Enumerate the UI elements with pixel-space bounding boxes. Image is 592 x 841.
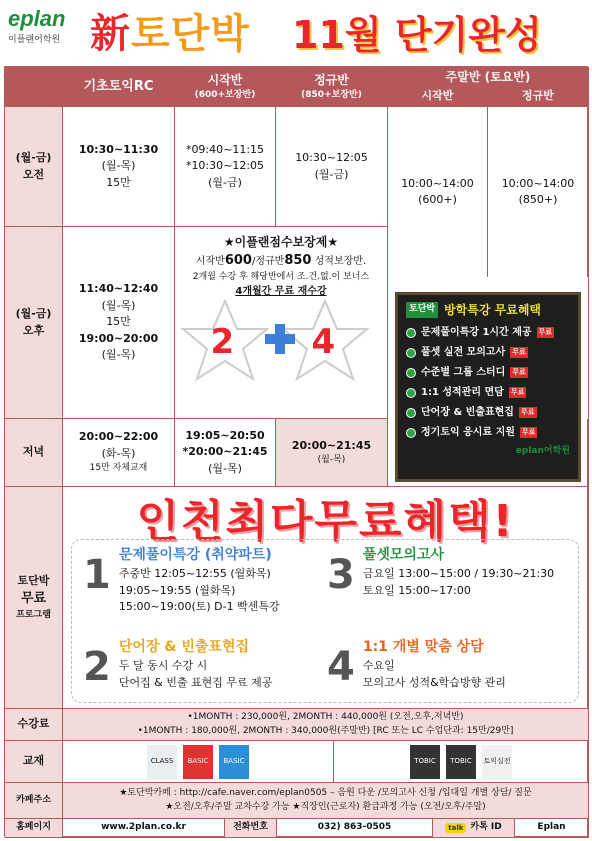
free-tag: 무료 <box>520 408 535 417</box>
morning-basic <box>63 107 175 227</box>
program-title: 단어장 & 빈출표현집 <box>118 639 249 655</box>
time: 10:30~11:30 <box>78 142 159 156</box>
book-cover: TOBIC <box>446 745 476 779</box>
row-fee-label: 수강료 <box>5 709 63 741</box>
benefit-text: 단어장 & 빈출표현집 <box>421 407 514 418</box>
cafe-cell <box>63 783 589 819</box>
row-afternoon-label <box>5 227 63 419</box>
weekend-regular-time <box>488 107 589 277</box>
schedule-table <box>4 66 588 837</box>
star-right-number: 4 <box>311 322 336 362</box>
time: 20:00~22:00 <box>78 430 159 444</box>
guarantee-title: ★이플랜점수보장제★ <box>223 235 339 249</box>
col-start-title: 시작반 <box>207 72 243 87</box>
title-prefix: 新 <box>90 11 131 57</box>
benefit-item <box>406 345 570 360</box>
col-regular-title: 정규반 <box>314 72 349 87</box>
evening-basic <box>63 419 175 487</box>
benefit-item <box>406 385 570 400</box>
evening-start <box>175 419 276 487</box>
benefit-badge: 토단박 <box>406 302 438 318</box>
kakao-label-cell <box>433 819 515 838</box>
level: (850+) <box>518 193 558 206</box>
col-basic: 기초토익RC <box>63 67 175 107</box>
benefit-cell <box>388 277 589 456</box>
program-line: 주중반 12:05~12:55 (월화목) <box>118 567 271 580</box>
book-cover: BASIC <box>183 745 213 779</box>
textbook-rc <box>63 741 334 783</box>
program-line: 두 달 동시 수강 시 <box>118 659 208 672</box>
time: 19:00~20:00 <box>78 331 159 345</box>
book-cover: CLASS <box>147 745 177 779</box>
time: 10:00~14:00 <box>401 176 474 190</box>
program-side2: 무료 <box>20 591 47 607</box>
days: (월-금) <box>208 175 242 189</box>
fee-line-1: •1MONTH : 230,000원, 2MONTH : 440,000원 (오전,오후,저녁반) <box>187 712 464 722</box>
benefit-text: 1:1 성적관리 면담 <box>421 387 504 398</box>
program-line: 15:00~19:00(토) D-1 빡센특강 <box>118 600 280 613</box>
logo-text: eplan <box>8 6 66 31</box>
col-weekend-start: 시작반 <box>388 87 488 107</box>
plus-v <box>275 324 285 354</box>
program-panel <box>63 487 589 709</box>
program-number: 3 <box>327 552 355 598</box>
home-label: 홈페이지 <box>5 819 63 838</box>
kakao-icon: talk <box>445 823 466 834</box>
bullet-icon <box>406 328 416 338</box>
bullet-icon <box>406 408 416 418</box>
time: 10:00~14:00 <box>501 176 575 190</box>
evening-weekend <box>388 419 589 487</box>
program-number: 4 <box>327 644 355 690</box>
program-side1: 토단박 <box>17 573 50 587</box>
free-tag: 무료 <box>512 368 526 377</box>
title-brand: 토단박 <box>131 11 250 57</box>
benefit-text: 문제풀이특강 1시간 제공 <box>421 327 532 338</box>
price: 15만 <box>106 175 131 189</box>
program-title: 문제풀이특강 (취약파트) <box>118 547 272 563</box>
row-textbook-label: 교재 <box>5 741 63 783</box>
days: (월-금) <box>314 167 349 181</box>
benefit-text: 수준별 그룹 스터디 <box>421 367 506 378</box>
afternoon-period: 오후 <box>22 323 45 337</box>
time: *10:30~12:05 <box>185 159 265 173</box>
free-tag: 무료 <box>512 348 526 357</box>
fee-cell <box>63 709 589 741</box>
guarantee-regular: /정규반 <box>251 256 285 267</box>
kakao-id: Eplan <box>515 819 589 838</box>
benefit-item <box>406 405 570 420</box>
afternoon-days: (월-금) <box>15 307 52 320</box>
days: (월-목) <box>317 455 346 465</box>
benefit-item <box>406 365 570 380</box>
morning-start <box>175 107 276 227</box>
row-program-label <box>5 487 63 709</box>
cafe-line-1: ★토단박카페 : http://cafe.naver.com/eplan0505 – 음원 다운 /모의고사 신청 /입대일 개별 상담/ 질문 <box>119 788 532 798</box>
benefit-logo: eplan어학원 <box>515 446 570 456</box>
program-number: 2 <box>83 644 111 690</box>
home-link[interactable]: www.2plan.co.kr <box>63 819 225 838</box>
star-graphic <box>175 299 388 399</box>
program-item-1 <box>83 545 323 616</box>
days: (월-목) <box>101 348 136 362</box>
row-cafe-label: 카페주소 <box>5 783 63 819</box>
price: 15만 <box>106 315 131 329</box>
program-headline: 인천최다무료혜택! <box>136 496 515 547</box>
guarantee-suffix: 성적보장반. <box>311 256 367 267</box>
program-line: 수요일 <box>362 659 395 672</box>
morning-regular <box>276 107 388 227</box>
kakao-label: 카톡 ID <box>470 822 502 833</box>
tel-value: 032) 863-0505 <box>277 819 433 838</box>
free-tag: 무료 <box>538 328 553 337</box>
benefit-text: 풀셋 실전 모의고사 <box>421 347 506 358</box>
col-start-sub: (600+보장반) <box>194 89 256 100</box>
benefit-title: 방학특강 무료혜택 <box>444 303 542 317</box>
days: (월-목) <box>208 461 242 475</box>
benefit-item <box>406 325 570 340</box>
days: (월-목) <box>101 298 136 312</box>
star-shapes <box>175 299 388 399</box>
time: 11:40~12:40 <box>78 282 159 296</box>
days: (화-목) <box>101 446 136 460</box>
time: *20:00~21:45 <box>182 445 268 459</box>
book-cover: 토익실전 <box>482 745 512 779</box>
program-side3: 프로그램 <box>16 609 51 620</box>
program-item-3 <box>327 545 585 605</box>
textbook-lc <box>334 741 589 783</box>
afternoon-basic <box>63 227 175 419</box>
bullet-icon <box>406 388 416 398</box>
morning-period: 오전 <box>22 167 45 181</box>
col-weekend: 주말반 (토요반) <box>388 67 589 87</box>
program-line: 단어집 & 빈출 표현집 무료 제공 <box>118 675 273 689</box>
weekend-start-time <box>388 107 488 277</box>
col-regular <box>276 67 388 107</box>
tel-label: 전화번호 <box>225 819 277 838</box>
level: (600+) <box>418 193 457 206</box>
program-line: 19:05~19:55 (월화목) <box>118 583 236 597</box>
guarantee-start: 시작반 <box>195 256 225 267</box>
bullet-icon <box>406 368 416 378</box>
program-line: 모의고사 성적&학습방향 관리 <box>362 675 506 689</box>
time: 10:30~12:05 <box>295 151 368 164</box>
program-item-2 <box>83 637 323 697</box>
page-title <box>90 2 250 59</box>
benefit-text: 정기토익 응시료 지원 <box>421 427 515 438</box>
logo <box>8 6 80 56</box>
time: *09:40~11:15 <box>185 142 265 156</box>
guarantee-850: 850 <box>284 253 312 268</box>
days: (월-목) <box>101 159 136 173</box>
time: 19:05~20:50 <box>185 428 265 442</box>
corner-cell <box>5 67 63 107</box>
program-title: 풀셋모의고사 <box>362 547 444 563</box>
program-title: 1:1 개별 맞춤 상담 <box>362 639 484 655</box>
row-morning-label <box>5 107 63 227</box>
program-number: 1 <box>83 552 111 598</box>
cafe-line-2: ★오전/오후/주말 교차수강 가능 ★직장인(근로자) 환급과정 가능 (오전/오후/주말) <box>165 801 486 812</box>
guarantee-panel <box>175 227 388 419</box>
program-item-4 <box>327 637 585 697</box>
col-regular-sub: (850+보장반) <box>301 89 362 100</box>
header <box>0 0 592 64</box>
logo-subtitle: 이플랜어학원 <box>8 35 61 45</box>
col-start <box>175 67 276 107</box>
price: 15만 자체교재 <box>89 463 148 474</box>
star-left-number: 2 <box>210 322 235 362</box>
guarantee-600: 600 <box>224 253 252 268</box>
guarantee-note: 2개월 수강 후 해당반에서 조.건.없.이 보너스 <box>192 271 370 282</box>
program-line: 토요일 15:00~17:00 <box>362 583 471 597</box>
row-evening-label: 저녁 <box>5 419 63 487</box>
evening-regular <box>276 419 388 487</box>
free-tag: 무료 <box>510 388 525 397</box>
book-cover: BASIC <box>219 745 249 779</box>
morning-days: (월-금) <box>15 151 52 164</box>
fee-line-2: •1MONTH : 180,000원, 2MONTH : 340,000원(주말반) [RC 또는 LC 수업단과: 15만/29만] <box>137 725 514 736</box>
book-cover: TOBIC <box>410 745 440 779</box>
bullet-icon <box>406 348 416 358</box>
col-weekend-regular: 정규반 <box>488 87 589 107</box>
time: 20:00~21:45 <box>291 438 372 452</box>
title-right: 11월 단기완성 <box>292 13 542 57</box>
program-line: 금요일 13:00~15:00 / 19:30~21:30 <box>362 567 555 580</box>
free-tag: 무료 <box>521 428 536 437</box>
guarantee-bonus: 4개월간 무료 재수강 <box>235 286 327 297</box>
